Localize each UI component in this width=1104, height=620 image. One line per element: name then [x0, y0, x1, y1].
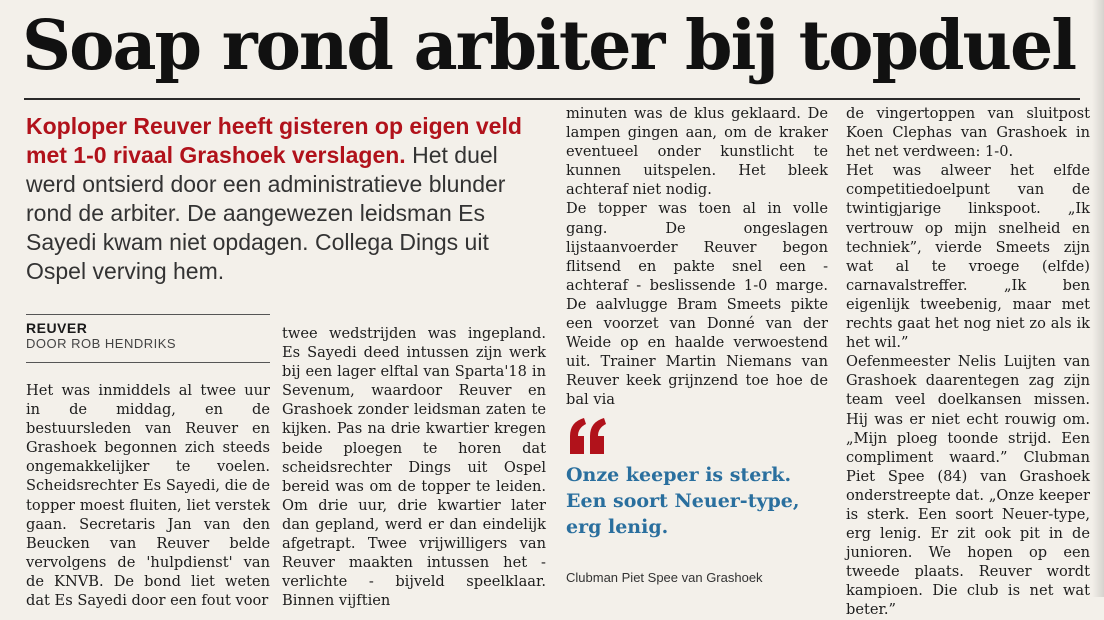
- column-4-para-3: Oefenmeester Nelis Luijten van Grashoek daarentegen zag zijn team veel doelkansen missen. Hij was er niet echt rouwig om. „Mijn ploeg toonde strijd. Een compliment waard.” Clubman Piet Spee (84) van Grashoek onderstreepte dat. „Onze keeper is sterk. Een soort Neuer-type, erg lenig. Er zit ook pit in de junioren. We hopen op een tweede plaats. Reuver wordt kampioen. Die club is net wat beter.”: [846, 353, 1090, 619]
- column-3-para-2: De topper was toen al in volle gang. De ongeslagen lijstaanvoerder Reuver begon flitsend en pakte snel een - achteraf - beslissende 1-0 marge. De aalvlugge Bram Smeets pikte een voorzet van Donné van der Weide op en haalde verwoestend uit. Trainer Martin Niemans van Reuver keek grijnzend toe hoe de bal via: [566, 200, 828, 409]
- column-2-text: twee wedstrijden was ingepland. Es Sayedi deed intussen zijn werk bij een lager elftal van Sparta'18 in Sevenum, waardoor Reuver en Grashoek zonder leidsman zaten te kijken. Pas na drie kwartier kregen beide ploegen te horen dat scheidsrechter Dings uit Ospel bereid was om de topper te leiden. Om drie uur, drie kwartier later dan gepland, werd er dan eindelijk afgetrapt. Twee vrijwilligers van Reuver maakten intussen het - verlichte - bijveld speelklaar. Binnen vijftien: [282, 325, 546, 610]
- column-1-text: Het was inmiddels al twee uur in de middag, en de bestuursleden van Reuver en Grashoek begonnen zich steeds ongemakkelijker te voelen. Scheidsrechter Es Sayedi, die de topper moest fluiten, liet verstek gaan. Secretaris Jan van den Beucken van Reuver belde vervolgens de 'hulpdienst' van de KNVB. De bond liet weten dat Es Sayedi door een fout voor: [26, 382, 270, 610]
- column-1: [26, 381, 270, 610]
- column-3: [566, 104, 828, 409]
- intro-rest: Het duel werd ontsierd door een administratieve blunder rond de arbiter. De aangewezen leidsman Es Sayedi kwam niet opdagen. Collega Dings uit Ospel verving hem.: [26, 142, 506, 284]
- byline-rule: [26, 314, 270, 315]
- column-4-para-2: Het was alweer het elfde competitiedoelpunt van de twintigjarige linkspoot. „Ik vertrouw op mijn snelheid en techniek”, vierde Smeets zijn wat al te vroege (elfde) carnavalstreffer. „Ik ben eigenlijk tweebenig, maar met rechts gaat het nog niet zo als ik het wil.”: [846, 162, 1090, 352]
- byline-author: DOOR ROB HENDRIKS: [26, 336, 177, 351]
- headline: Soap rond arbiter bij topduel: [22, 6, 1076, 86]
- byline-place: REUVER: [26, 320, 88, 336]
- headline-divider: [24, 98, 1080, 100]
- page-edge-shadow: [1092, 0, 1104, 597]
- intro-lead: Koploper Reuver heeft gisteren op eigen veld met 1-0 rivaal Grashoek verslagen.: [26, 113, 522, 168]
- byline: [26, 320, 266, 352]
- pull-quote: Onze keeper is sterk. Een soort Neuer-type, erg lenig.: [566, 464, 800, 538]
- column-2: [282, 324, 546, 610]
- column-4: [846, 104, 1090, 619]
- byline-rule-bottom: [26, 362, 270, 363]
- column-4-para-1: de vingertoppen van sluitpost Koen Clephas van Grashoek in het net verdween: 1-0.: [846, 105, 1090, 161]
- intro: [26, 112, 536, 286]
- quote-mark-icon: [566, 416, 610, 456]
- pull-quote-credit: Clubman Piet Spee van Grashoek: [566, 570, 763, 585]
- column-3-para-1: minuten was de klus geklaard. De lampen gingen aan, om de kraker eventueel onder kunstlicht te kunnen uitspelen. Het bleek achteraf niet nodig.: [566, 105, 828, 199]
